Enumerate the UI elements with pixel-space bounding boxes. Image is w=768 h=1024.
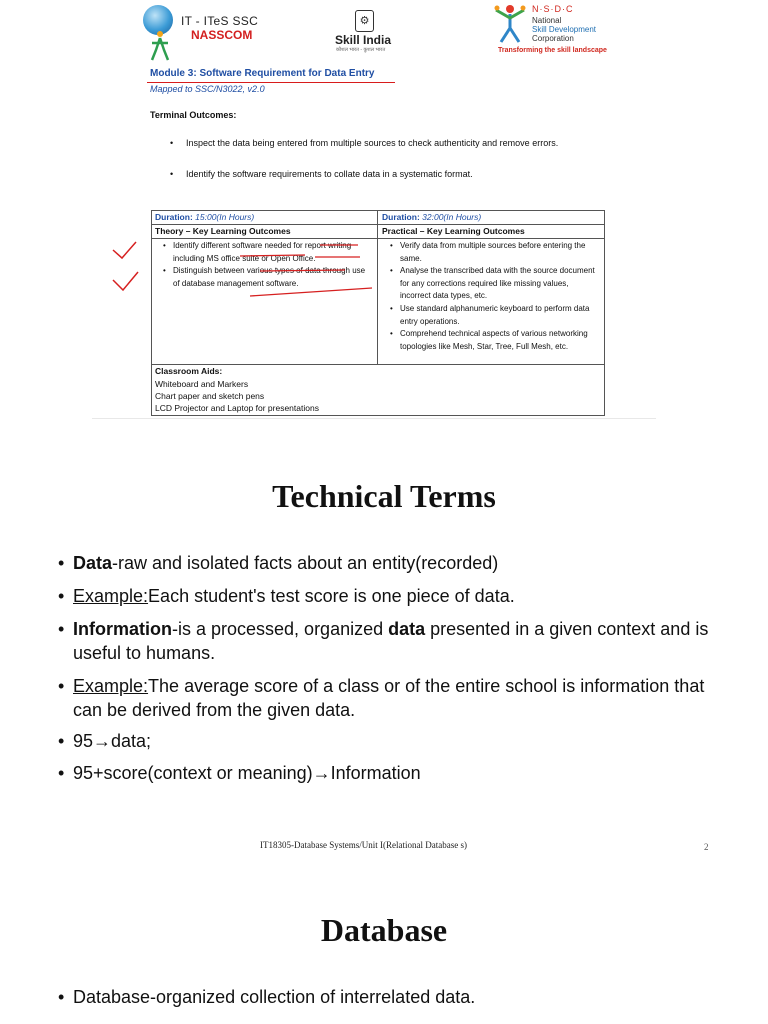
term-bullet: • 95→data; — [58, 731, 152, 751]
table-row-divider — [151, 224, 605, 225]
handwritten-annotations — [110, 236, 390, 306]
underline-mark — [260, 270, 345, 271]
check-mark-icon — [113, 272, 138, 290]
practical-item: • Use standard alphanumeric keyboard to perform data entry operations. — [390, 304, 590, 326]
nsdc-line-1: National — [532, 16, 562, 25]
term-bullet: • Data-raw and isolated facts about an entity(recorded) — [58, 553, 499, 573]
example-bullet: • Example:The average score of a class or of the entire school is information that can be derived from the given data. — [58, 676, 705, 720]
term-bullet: • Database-organized collection of interrelated data. — [58, 987, 476, 1007]
skill-india-subtitle: कौशल भारत - कुशल भारत — [336, 47, 386, 53]
underline-mark — [250, 288, 372, 296]
itessc-title: IT - ITeS SSC — [181, 14, 259, 28]
nsdc-figure-icon — [493, 4, 527, 44]
theory-duration: Duration: 15:00(In Hours) — [155, 212, 255, 222]
skill-india-emblem-icon: ⚙ — [355, 10, 374, 32]
practical-duration: Duration: 32:00(In Hours) — [382, 212, 482, 222]
classroom-aid: Whiteboard and Markers — [155, 379, 249, 389]
practical-item: • Verify data from multiple sources before entering the same. — [390, 241, 586, 263]
practical-header: Practical – Key Learning Outcomes — [382, 226, 525, 236]
classroom-aid: LCD Projector and Laptop for presentations — [155, 403, 319, 413]
table-row-divider — [151, 364, 605, 365]
classroom-aid: Chart paper and sketch pens — [155, 391, 265, 401]
terminal-outcomes-heading: Terminal Outcomes: — [150, 110, 237, 120]
page-number: 2 — [704, 842, 709, 852]
itessc-figure-icon — [148, 30, 174, 62]
theory-header: Theory – Key Learning Outcomes — [155, 226, 291, 236]
underline-mark — [240, 255, 360, 257]
term-bullet: • Information-is a processed, organized data presented in a given context and is useful to humans. — [58, 619, 709, 663]
terminal-outcome-item: • Inspect the data being entered from multiple sources to check authenticity and remove errors. — [170, 138, 559, 148]
term-bullet: • 95+score(context or meaning)→Information — [58, 763, 421, 783]
slide-footer: IT18305-Database Systems/Unit I(Relational Database s) — [260, 840, 467, 850]
module-mapping: Mapped to SSC/N3022, v2.0 — [150, 84, 265, 94]
practical-item: • Analyse the transcribed data with the source document for any corrections required like missing values, incorrect data types, etc. — [390, 266, 595, 300]
skill-india-title: Skill India — [335, 33, 392, 47]
nsdc-line-2: Skill Development — [532, 25, 597, 34]
module-title-underline — [147, 82, 395, 83]
practical-item: • Comprehend technical aspects of various networking topologies like Mesh, Star, Tree, Full Mesh, etc. — [390, 329, 588, 351]
classroom-aids-header: Classroom Aids: — [155, 366, 223, 376]
nsdc-line-3: Corporation — [532, 34, 574, 43]
terminal-outcome-item: • Identify the software requirements to collate data in a systematic format. — [170, 169, 473, 179]
theory-item: • Identify different software needed for report writing including MS office suite or Open Office. — [163, 241, 352, 263]
check-mark-icon — [113, 242, 136, 258]
itessc-subtitle: NASSCOM — [191, 28, 253, 42]
slide-title: Database — [320, 912, 448, 948]
slide-title: Technical Terms — [272, 478, 496, 514]
module-title: Module 3: Software Requirement for Data Entry — [150, 68, 375, 79]
example-bullet: • Example:Each student's test score is one piece of data. — [58, 586, 515, 606]
nsdc-tagline: Transforming the skill landscape — [498, 47, 607, 54]
slide-divider — [92, 418, 656, 419]
theory-item: • Distinguish between various types of data through use of database management software. — [163, 266, 366, 288]
nsdc-title: N·S·D·C — [532, 4, 574, 14]
